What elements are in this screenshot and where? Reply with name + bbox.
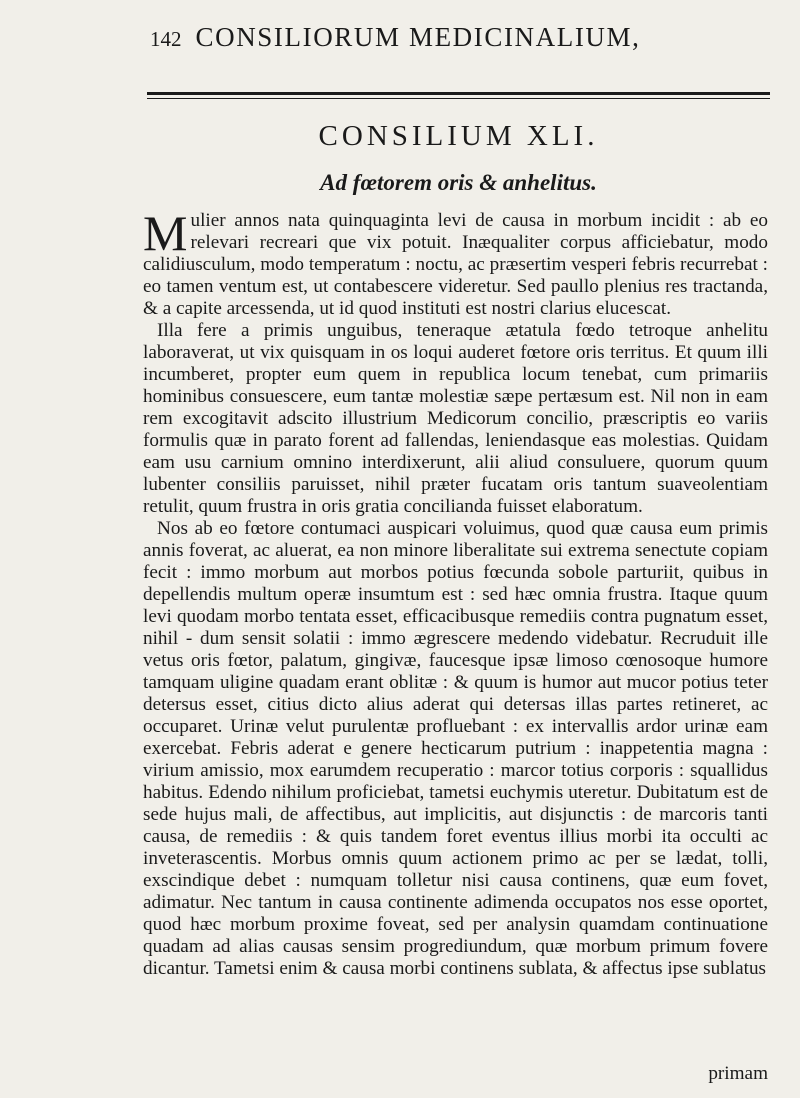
page-number: 142 (150, 27, 182, 51)
chapter-subtitle: Ad fœtorem oris & anhelitus. (320, 170, 597, 195)
paragraph-2: Illa fere a primis unguibus, teneraque ætatula fœdo tetroque anhelitu laboraverat, ut vix quisquam in os loqui auderet fœtore oris territus. Et quum illi incumberet, propter eum quem in republica locum tenebat, cum primariis hominibus consuescere, eum tantæ molestiæ sæpe pertæsum est. Nil non in eam rem excogitavit adscito illustrium Medicorum concilio, præscriptis eo variis formulis quæ in parato forent ad fallendas, leniendasque eas molestias. Quidam eam usu carnium omnino interdixerunt, alii aliud consuluere, quorum quum lubenter consiliis paruisset, nihil præter fucatam oris tantum suaveolentiam retulit, quum frustra in oris gratia concilianda fuisset elaboratum. (143, 320, 768, 517)
drop-cap: M (143, 205, 188, 261)
running-head (150, 22, 770, 53)
paragraph-1 (143, 205, 768, 320)
header-rule-thick (147, 92, 770, 95)
paragraph-3: Nos ab eo fœtore contumaci auspicari voluimus, quod quæ causa eum primis annis foverat, ac aluerat, ea non minore liberalitate sui extrema senectute copiam fecit : immo morbum aut morbos potius fœcunda sobole parturiit, quibus in depellendis multum operæ insumtum est : sed hæc omnia frustra. Itaque quum levi quodam morbo tentata esset, efficacibusque remediis contra pugnatum esset, nihil - dum sensit solatii : immo ægrescere medendo videbatur. Recruduit ille vetus oris fœtor, palatum, gingivæ, faucesque ipsæ limoso cœnosoque humore tamquam uligine quadam erant oblitæ : & quum is humor aut mucor potius teter detersus esset, citius dicto alius aderat qui detersas illas partes retineret, ac occuparet. Urinæ velut purulentæ profluebant : ex intervallis ardor urinæ eam exercebat. Febris aderat e genere hecticarum putrium : inappetentia magna : virium amissio, mox earumdem recuperatio : marcor totius corporis : squallidus habitus. Edendo nihilum proficiebat, tametsi euchymis uteretur. Dubitatum est de sede hujus mali, de affectibus, aut implicitis, aut disjunctis : de marcoris tanti causa, de remediis : & quis tandem foret eventus illius morbi ita occulti ac inveterascentis. Morbus omnis quum actionem primo ac per se lædat, tolli, exscindique debet : numquam tolletur nisi causa continens, quæ eum fovet, adimatur. Nec tantum in causa continente adimenda occupatos nos esse oportet, quod hæc morbum proxime foveat, sed per analysin quamdam continuatione quadam ad alias causas sensim progrediundum, quæ morbum primum fovere dicantur. Tametsi enim & causa morbi continens sublata, & affectus ipse sublatus (143, 518, 768, 979)
catchword: primam (708, 1063, 768, 1084)
paragraph-1-text: ulier annos nata quinquaginta levi de causa in morbum incidit : ab eo relevari recreari que vix potuit. Inæqualiter corpus afficiebatur, modo calidiusculum, modo temperatum : noctu, ac præsertim vesperi febris recurrebat : eo tamen ventum est, ut contabescere videretur. Sed paullo plenius res tractanda, & a capite arcessenda, ut id quod instituti est nostri clarius elucescat. (143, 210, 768, 319)
body-text (143, 205, 768, 980)
header-rule-thin (147, 98, 770, 99)
running-title: CONSILIORUM MEDICINALIUM, (195, 22, 641, 52)
chapter-title: CONSILIUM XLI. (318, 120, 599, 152)
